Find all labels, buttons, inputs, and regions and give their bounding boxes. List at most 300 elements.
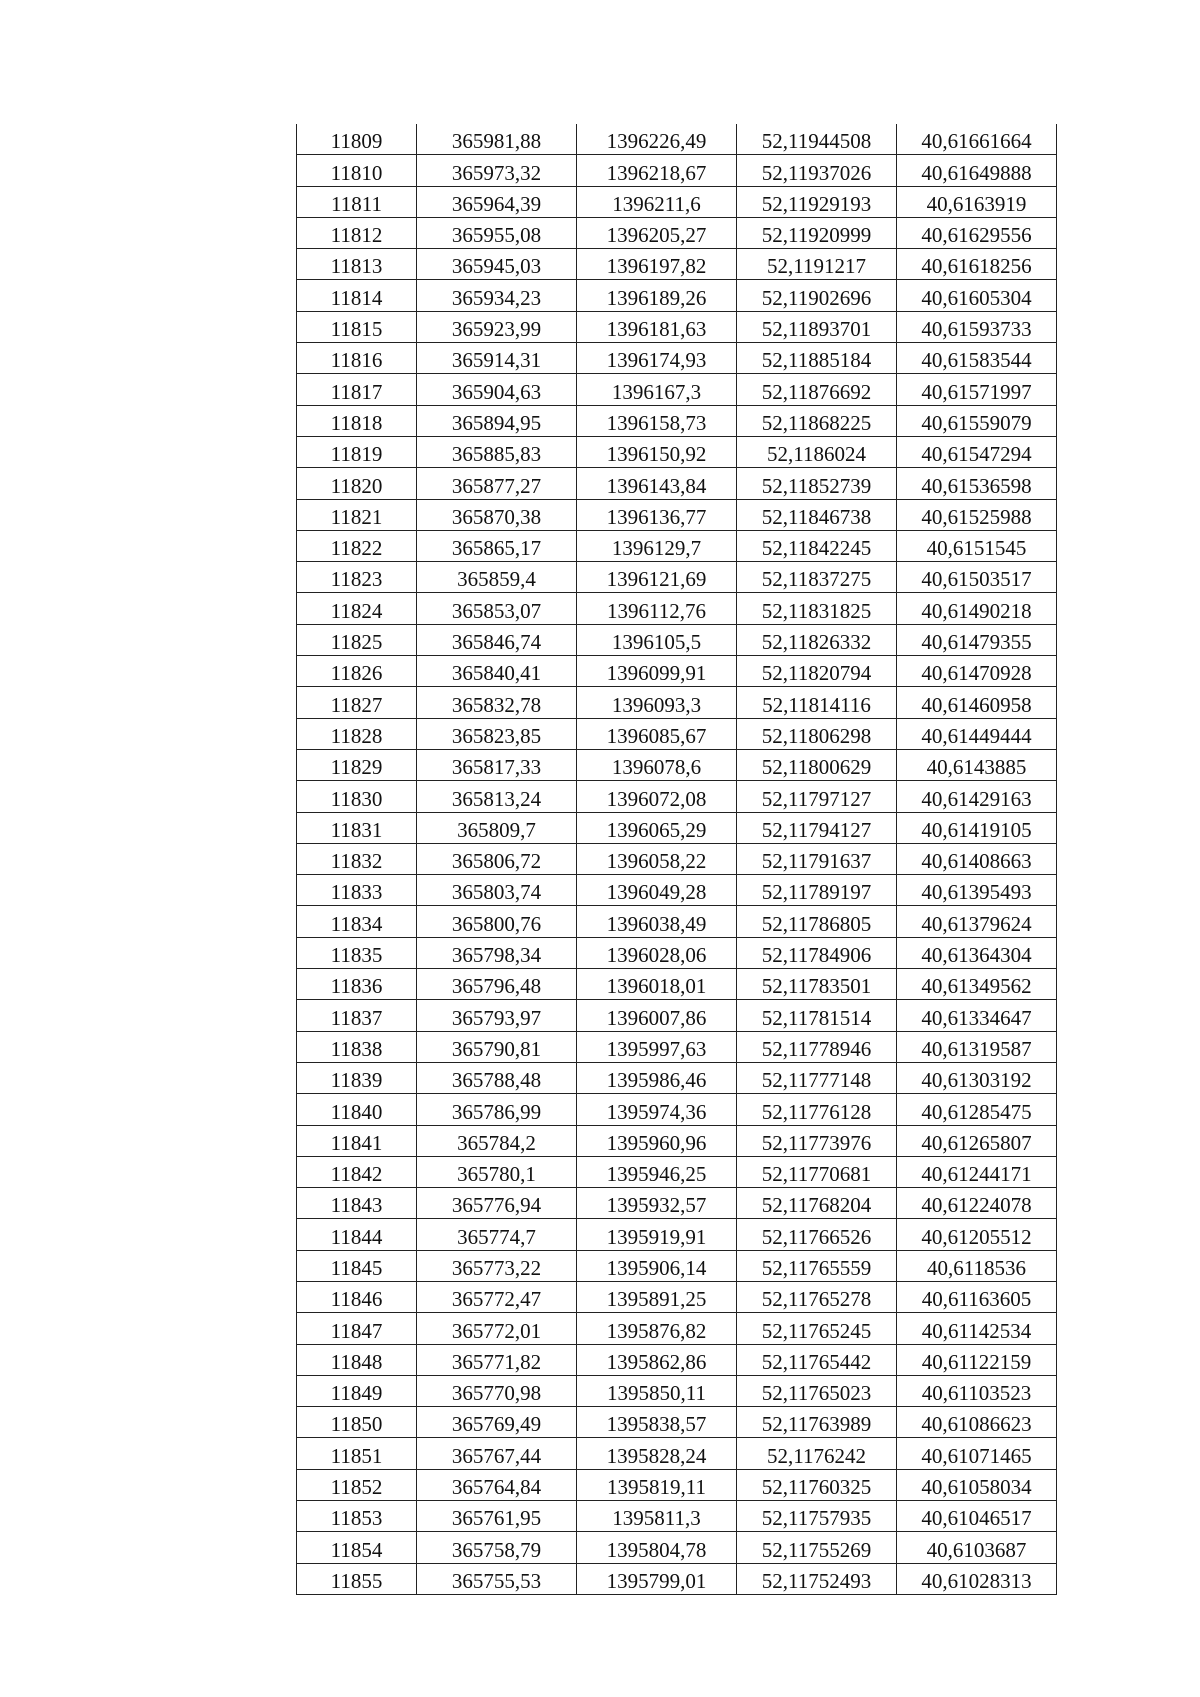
table-row — [297, 843, 1057, 874]
coordinates-table-body — [297, 124, 1057, 1594]
latitude-cell — [737, 843, 897, 874]
table-row — [297, 1094, 1057, 1125]
y-coordinate-cell — [577, 1469, 737, 1500]
cell-text: 52,11760325 — [761, 1475, 872, 1500]
cell-text: 365786,99 — [451, 1099, 542, 1124]
latitude-cell — [737, 781, 897, 812]
cell-text: 40,61460958 — [921, 692, 1032, 717]
cell-text: 11809 — [330, 129, 383, 154]
cell-text: 11848 — [330, 1349, 383, 1374]
y-coordinate-cell — [577, 843, 737, 874]
latitude-cell — [737, 687, 897, 718]
table-row — [297, 1501, 1057, 1532]
latitude-cell — [737, 217, 897, 248]
cell-text: 11813 — [330, 254, 383, 279]
cell-text: 40,61661664 — [921, 129, 1032, 154]
longitude-cell — [897, 405, 1057, 436]
latitude-cell — [737, 155, 897, 186]
latitude-cell — [737, 875, 897, 906]
cell-text: 52,11765278 — [761, 1287, 872, 1312]
cell-text: 1395960,96 — [606, 1130, 707, 1155]
cell-text: 365853,07 — [451, 598, 542, 623]
latitude-cell — [737, 969, 897, 1000]
cell-text: 365761,95 — [451, 1506, 542, 1531]
cell-text: 365790,81 — [451, 1036, 542, 1061]
table-row — [297, 249, 1057, 280]
latitude-cell — [737, 1407, 897, 1438]
cell-text: 11829 — [330, 755, 383, 780]
latitude-cell — [737, 186, 897, 217]
longitude-cell — [897, 1313, 1057, 1344]
y-coordinate-cell — [577, 812, 737, 843]
latitude-cell — [737, 593, 897, 624]
longitude-cell — [897, 186, 1057, 217]
x-coordinate-cell — [417, 1031, 577, 1062]
x-coordinate-cell — [417, 499, 577, 530]
cell-text: 1396058,22 — [606, 849, 707, 874]
point-number-cell — [297, 562, 417, 593]
point-number-cell — [297, 1469, 417, 1500]
latitude-cell — [737, 1156, 897, 1187]
latitude-cell — [737, 812, 897, 843]
cell-text: 11817 — [330, 379, 383, 404]
point-number-cell — [297, 1313, 417, 1344]
cell-text: 11816 — [330, 348, 383, 373]
y-coordinate-cell — [577, 624, 737, 655]
point-number-cell — [297, 781, 417, 812]
y-coordinate-cell — [577, 124, 737, 155]
longitude-cell — [897, 656, 1057, 687]
cell-text: 365840,41 — [451, 661, 542, 686]
x-coordinate-cell — [417, 155, 577, 186]
table-row — [297, 624, 1057, 655]
cell-text: 52,11876692 — [761, 379, 872, 404]
cell-text: 52,11852739 — [761, 473, 872, 498]
cell-text: 40,61593733 — [921, 317, 1032, 342]
y-coordinate-cell — [577, 1031, 737, 1062]
cell-text: 1396174,93 — [606, 348, 707, 373]
cell-text: 40,61479355 — [921, 630, 1032, 655]
longitude-cell — [897, 812, 1057, 843]
y-coordinate-cell — [577, 436, 737, 467]
point-number-cell — [297, 875, 417, 906]
cell-text: 11841 — [330, 1130, 383, 1155]
cell-text: 52,11777148 — [761, 1068, 872, 1093]
longitude-cell — [897, 1344, 1057, 1375]
cell-text: 1395799,01 — [606, 1568, 707, 1593]
latitude-cell — [737, 1094, 897, 1125]
point-number-cell — [297, 249, 417, 280]
table-row — [297, 468, 1057, 499]
latitude-cell — [737, 1313, 897, 1344]
y-coordinate-cell — [577, 1532, 737, 1563]
latitude-cell — [737, 718, 897, 749]
x-coordinate-cell — [417, 812, 577, 843]
cell-text: 365770,98 — [451, 1381, 542, 1406]
cell-text: 11847 — [330, 1318, 383, 1343]
cell-text: 1396211,6 — [612, 191, 701, 216]
cell-text: 11815 — [330, 317, 383, 342]
cell-text: 1396038,49 — [606, 911, 707, 936]
cell-text: 1395997,63 — [606, 1036, 707, 1061]
y-coordinate-cell — [577, 468, 737, 499]
table-row — [297, 1250, 1057, 1281]
y-coordinate-cell — [577, 781, 737, 812]
table-row — [297, 812, 1057, 843]
longitude-cell — [897, 593, 1057, 624]
latitude-cell — [737, 1375, 897, 1406]
x-coordinate-cell — [417, 405, 577, 436]
y-coordinate-cell — [577, 155, 737, 186]
y-coordinate-cell — [577, 1375, 737, 1406]
cell-text: 1396085,67 — [606, 723, 707, 748]
cell-text: 1395828,24 — [606, 1443, 707, 1468]
x-coordinate-cell — [417, 593, 577, 624]
cell-text: 52,11781514 — [761, 1005, 872, 1030]
point-number-cell — [297, 1407, 417, 1438]
x-coordinate-cell — [417, 1375, 577, 1406]
cell-text: 52,11778946 — [761, 1036, 872, 1061]
cell-text: 40,61334647 — [921, 1005, 1032, 1030]
y-coordinate-cell — [577, 1313, 737, 1344]
cell-text: 1395906,14 — [606, 1255, 707, 1280]
latitude-cell — [737, 1219, 897, 1250]
x-coordinate-cell — [417, 217, 577, 248]
cell-text: 1395862,86 — [606, 1349, 707, 1374]
cell-text: 52,11765442 — [761, 1349, 872, 1374]
point-number-cell — [297, 468, 417, 499]
cell-text: 11819 — [330, 442, 383, 467]
y-coordinate-cell — [577, 656, 737, 687]
cell-text: 11833 — [330, 880, 383, 905]
longitude-cell — [897, 249, 1057, 280]
latitude-cell — [737, 1469, 897, 1500]
cell-text: 52,11789197 — [761, 880, 872, 905]
x-coordinate-cell — [417, 781, 577, 812]
cell-text: 365806,72 — [451, 849, 542, 874]
y-coordinate-cell — [577, 1438, 737, 1469]
longitude-cell — [897, 1219, 1057, 1250]
point-number-cell — [297, 624, 417, 655]
longitude-cell — [897, 749, 1057, 780]
x-coordinate-cell — [417, 1156, 577, 1187]
cell-text: 52,11814116 — [762, 692, 871, 717]
latitude-cell — [737, 405, 897, 436]
point-number-cell — [297, 687, 417, 718]
x-coordinate-cell — [417, 1469, 577, 1500]
longitude-cell — [897, 718, 1057, 749]
longitude-cell — [897, 1563, 1057, 1594]
cell-text: 365865,17 — [451, 536, 542, 561]
cell-text: 1396189,26 — [606, 285, 707, 310]
point-number-cell — [297, 1094, 417, 1125]
cell-text: 11830 — [330, 786, 383, 811]
cell-text: 11822 — [330, 536, 383, 561]
point-number-cell — [297, 280, 417, 311]
table-row — [297, 1344, 1057, 1375]
cell-text: 365859,4 — [457, 567, 536, 592]
cell-text: 40,61086623 — [921, 1412, 1032, 1437]
longitude-cell — [897, 343, 1057, 374]
cell-text: 365973,32 — [451, 160, 542, 185]
longitude-cell — [897, 1501, 1057, 1532]
latitude-cell — [737, 311, 897, 342]
point-number-cell — [297, 1375, 417, 1406]
table-row — [297, 499, 1057, 530]
longitude-cell — [897, 1188, 1057, 1219]
x-coordinate-cell — [417, 687, 577, 718]
cell-text: 40,61224078 — [921, 1193, 1032, 1218]
table-row — [297, 217, 1057, 248]
cell-text: 11853 — [330, 1506, 383, 1531]
table-row — [297, 1563, 1057, 1594]
cell-text: 40,61285475 — [921, 1099, 1032, 1124]
point-number-cell — [297, 1250, 417, 1281]
cell-text: 365788,48 — [451, 1068, 542, 1093]
cell-text: 11810 — [330, 160, 383, 185]
cell-text: 52,11846738 — [761, 504, 872, 529]
point-number-cell — [297, 186, 417, 217]
x-coordinate-cell — [417, 1313, 577, 1344]
longitude-cell — [897, 906, 1057, 937]
cell-text: 40,61429163 — [921, 786, 1032, 811]
cell-text: 1396099,91 — [606, 661, 707, 686]
cell-text: 40,61419105 — [921, 817, 1032, 842]
y-coordinate-cell — [577, 217, 737, 248]
cell-text: 40,61071465 — [921, 1443, 1032, 1468]
longitude-cell — [897, 969, 1057, 1000]
latitude-cell — [737, 1188, 897, 1219]
cell-text: 40,61303192 — [921, 1068, 1032, 1093]
x-coordinate-cell — [417, 280, 577, 311]
cell-text: 11839 — [330, 1068, 383, 1093]
latitude-cell — [737, 1532, 897, 1563]
y-coordinate-cell — [577, 1219, 737, 1250]
cell-text: 11812 — [330, 223, 383, 248]
table-row — [297, 969, 1057, 1000]
table-row — [297, 405, 1057, 436]
longitude-cell — [897, 530, 1057, 561]
cell-text: 365981,88 — [451, 129, 542, 154]
cell-text: 40,61618256 — [921, 254, 1032, 279]
cell-text: 1396129,7 — [611, 536, 702, 561]
cell-text: 365767,44 — [451, 1443, 542, 1468]
cell-text: 365904,63 — [451, 379, 542, 404]
y-coordinate-cell — [577, 374, 737, 405]
latitude-cell — [737, 280, 897, 311]
cell-text: 365771,82 — [451, 1349, 542, 1374]
cell-text: 52,11831825 — [761, 598, 872, 623]
cell-text: 1396065,29 — [606, 817, 707, 842]
cell-text: 11835 — [330, 943, 383, 968]
longitude-cell — [897, 1062, 1057, 1093]
latitude-cell — [737, 749, 897, 780]
cell-text: 52,11944508 — [761, 129, 872, 154]
y-coordinate-cell — [577, 249, 737, 280]
x-coordinate-cell — [417, 624, 577, 655]
cell-text: 52,11773976 — [761, 1130, 872, 1155]
table-row — [297, 280, 1057, 311]
cell-text: 52,11791637 — [761, 849, 872, 874]
cell-text: 11843 — [330, 1193, 383, 1218]
cell-text: 52,11765245 — [761, 1318, 872, 1343]
cell-text: 40,61103523 — [921, 1381, 1032, 1406]
cell-text: 40,61028313 — [921, 1568, 1032, 1593]
cell-text: 52,11765023 — [761, 1381, 872, 1406]
table-row — [297, 1000, 1057, 1031]
point-number-cell — [297, 374, 417, 405]
latitude-cell — [737, 1250, 897, 1281]
cell-text: 52,11766526 — [761, 1224, 872, 1249]
cell-text: 1396028,06 — [606, 943, 707, 968]
longitude-cell — [897, 1031, 1057, 1062]
cell-text: 40,61364304 — [921, 943, 1032, 968]
cell-text: 52,11929193 — [761, 191, 872, 216]
longitude-cell — [897, 468, 1057, 499]
longitude-cell — [897, 1125, 1057, 1156]
cell-text: 52,11784906 — [761, 943, 872, 968]
x-coordinate-cell — [417, 843, 577, 874]
table-row — [297, 530, 1057, 561]
cell-text: 11850 — [330, 1412, 383, 1437]
y-coordinate-cell — [577, 1281, 737, 1312]
latitude-cell — [737, 656, 897, 687]
cell-text: 1395974,36 — [606, 1099, 707, 1124]
cell-text: 52,11826332 — [761, 630, 872, 655]
cell-text: 365809,7 — [457, 817, 536, 842]
cell-text: 365823,85 — [451, 723, 542, 748]
longitude-cell — [897, 1250, 1057, 1281]
cell-text: 365885,83 — [451, 442, 542, 467]
table-row — [297, 124, 1057, 155]
cell-text: 11824 — [330, 598, 383, 623]
cell-text: 52,11902696 — [761, 285, 872, 310]
point-number-cell — [297, 530, 417, 561]
longitude-cell — [897, 1281, 1057, 1312]
cell-text: 40,61395493 — [921, 880, 1032, 905]
cell-text: 1395919,91 — [606, 1224, 707, 1249]
y-coordinate-cell — [577, 749, 737, 780]
cell-text: 365964,39 — [451, 191, 542, 216]
cell-text: 40,61142534 — [921, 1318, 1032, 1343]
y-coordinate-cell — [577, 1000, 737, 1031]
cell-text: 52,1191217 — [767, 254, 866, 279]
table-row — [297, 374, 1057, 405]
cell-text: 1396105,5 — [611, 630, 702, 655]
longitude-cell — [897, 280, 1057, 311]
cell-text: 40,61503517 — [921, 567, 1032, 592]
point-number-cell — [297, 155, 417, 186]
cell-text: 1396121,69 — [606, 567, 707, 592]
cell-text: 40,61629556 — [921, 223, 1032, 248]
cell-text: 40,61244171 — [921, 1162, 1032, 1187]
longitude-cell — [897, 687, 1057, 718]
longitude-cell — [897, 1438, 1057, 1469]
longitude-cell — [897, 1469, 1057, 1500]
cell-text: 365784,2 — [457, 1130, 536, 1155]
cell-text: 365758,79 — [451, 1537, 542, 1562]
y-coordinate-cell — [577, 875, 737, 906]
cell-text: 365846,74 — [451, 630, 542, 655]
latitude-cell — [737, 499, 897, 530]
table-row — [297, 343, 1057, 374]
point-number-cell — [297, 499, 417, 530]
point-number-cell — [297, 1281, 417, 1312]
latitude-cell — [737, 343, 897, 374]
cell-text: 365914,31 — [451, 348, 542, 373]
cell-text: 365894,95 — [451, 410, 542, 435]
latitude-cell — [737, 1125, 897, 1156]
cell-text: 1396143,84 — [606, 473, 707, 498]
x-coordinate-cell — [417, 969, 577, 1000]
cell-text: 1396007,86 — [606, 1005, 707, 1030]
point-number-cell — [297, 1188, 417, 1219]
cell-text: 11840 — [330, 1099, 383, 1124]
y-coordinate-cell — [577, 1094, 737, 1125]
y-coordinate-cell — [577, 593, 737, 624]
longitude-cell — [897, 436, 1057, 467]
cell-text: 40,6151545 — [926, 536, 1027, 561]
x-coordinate-cell — [417, 562, 577, 593]
latitude-cell — [737, 1344, 897, 1375]
cell-text: 1396136,77 — [606, 504, 707, 529]
cell-text: 52,11755269 — [761, 1537, 872, 1562]
cell-text: 40,61649888 — [921, 160, 1032, 185]
y-coordinate-cell — [577, 906, 737, 937]
cell-text: 52,11893701 — [761, 317, 872, 342]
cell-text: 40,61122159 — [921, 1349, 1032, 1374]
table-row — [297, 1407, 1057, 1438]
cell-text: 1395819,11 — [607, 1475, 706, 1500]
point-number-cell — [297, 1532, 417, 1563]
y-coordinate-cell — [577, 687, 737, 718]
x-coordinate-cell — [417, 1438, 577, 1469]
cell-text: 11838 — [330, 1036, 383, 1061]
latitude-cell — [737, 624, 897, 655]
longitude-cell — [897, 1375, 1057, 1406]
table-row — [297, 687, 1057, 718]
point-number-cell — [297, 1156, 417, 1187]
cell-text: 52,11768204 — [761, 1193, 872, 1218]
cell-text: 40,61605304 — [921, 285, 1032, 310]
point-number-cell — [297, 906, 417, 937]
cell-text: 52,11783501 — [761, 974, 872, 999]
x-coordinate-cell — [417, 311, 577, 342]
point-number-cell — [297, 718, 417, 749]
cell-text: 52,11885184 — [761, 348, 872, 373]
cell-text: 1396167,3 — [611, 379, 702, 404]
cell-text: 11842 — [330, 1162, 383, 1187]
point-number-cell — [297, 1438, 417, 1469]
point-number-cell — [297, 812, 417, 843]
cell-text: 40,61547294 — [921, 442, 1032, 467]
y-coordinate-cell — [577, 311, 737, 342]
cell-text: 11834 — [330, 911, 383, 936]
x-coordinate-cell — [417, 1563, 577, 1594]
y-coordinate-cell — [577, 405, 737, 436]
cell-text: 52,11765559 — [761, 1255, 872, 1280]
longitude-cell — [897, 374, 1057, 405]
latitude-cell — [737, 1501, 897, 1532]
cell-text: 365934,23 — [451, 285, 542, 310]
latitude-cell — [737, 562, 897, 593]
latitude-cell — [737, 1000, 897, 1031]
latitude-cell — [737, 1062, 897, 1093]
latitude-cell — [737, 436, 897, 467]
x-coordinate-cell — [417, 1532, 577, 1563]
cell-text: 11845 — [330, 1255, 383, 1280]
cell-text: 365780,1 — [457, 1162, 536, 1187]
